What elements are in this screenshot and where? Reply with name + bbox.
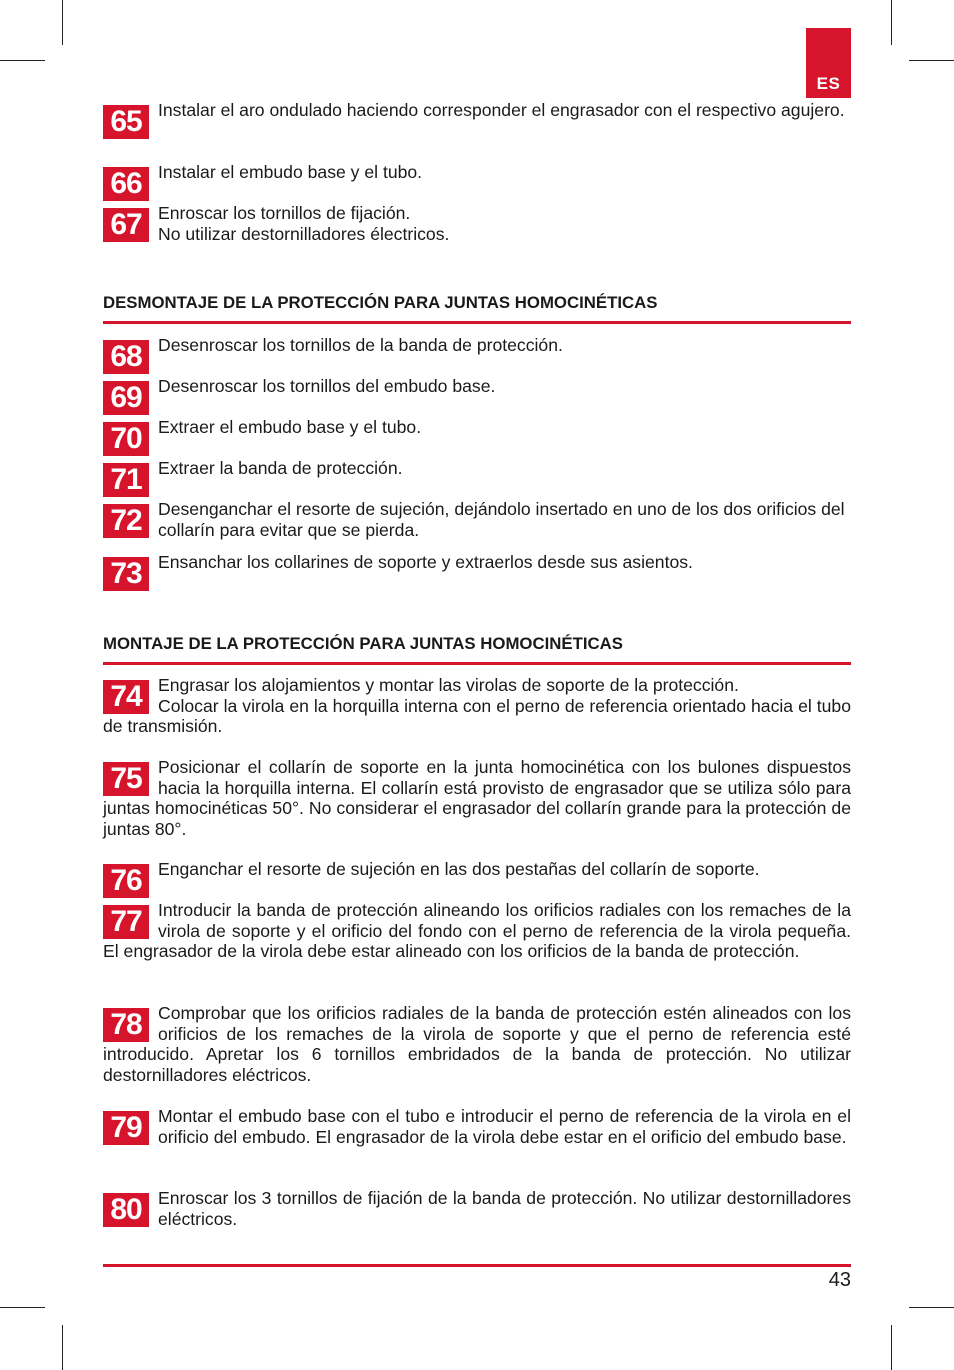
step-71 [103,458,851,497]
step-75 [103,757,851,839]
step-65 [103,100,851,139]
step-72 [103,499,851,540]
step-number: 74 [103,680,149,714]
step-number: 73 [103,557,149,591]
step-67 [103,203,851,244]
step-number: 72 [103,504,149,538]
step-text: Extraer el embudo base y el tubo. [158,417,422,437]
step-number: 77 [103,905,149,939]
step-number: 79 [103,1111,149,1145]
footer-divider [103,1264,851,1267]
step-number: 80 [103,1193,149,1227]
step-text: Instalar el aro ondulado haciendo corresponder el engrasador con el respectivo agujero. [158,100,845,120]
step-number: 75 [103,762,149,796]
step-70 [103,417,851,456]
step-text: Desenganchar el resorte de sujeción, dejándolo insertado en uno de los dos orificios del collarín para evitar que se pierda. [158,499,845,540]
crop-mark [0,1307,45,1308]
step-text: Introducir la banda de protección alineando los orificios radiales con los remaches de la virola de soporte y el orificio del fondo con el perno de referencia de la virola pequeña. El engrasador de la virola debe estar alineado con los orificios de la banda de protección. [103,900,851,961]
step-66 [103,162,851,201]
step-number: 67 [103,208,149,242]
step-text: Enroscar los 3 tornillos de fijación de la banda de protección. No utilizar destornilladores eléctricos. [158,1188,851,1229]
step-text: Enroscar los tornillos de fijación. No utilizar destornilladores électricos. [158,203,450,244]
step-77 [103,900,851,962]
crop-mark [0,60,45,61]
step-74 [103,675,851,737]
step-80 [103,1188,851,1229]
step-73 [103,552,851,591]
step-69 [103,376,851,415]
step-76 [103,859,851,898]
step-number: 76 [103,864,149,898]
step-text: Extraer la banda de protección. [158,458,403,478]
step-text: Engrasar los alojamientos y montar las virolas de soporte de la protección. Colocar la virola en la horquilla interna con el perno de referencia orientado hacia el tubo de transmisión. [103,675,851,736]
step-text: Desenroscar los tornillos de la banda de protección. [158,335,563,355]
step-text: Desenroscar los tornillos del embudo base. [158,376,496,396]
step-78 [103,1003,851,1085]
step-number: 70 [103,422,149,456]
step-number: 66 [103,167,149,201]
section-heading-disassembly: DESMONTAJE DE LA PROTECCIÓN PARA JUNTAS HOMOCINÉTICAS [103,293,851,324]
step-number: 69 [103,381,149,415]
step-text: Ensanchar los collarines de soporte y extraerlos desde sus asientos. [158,552,693,572]
step-text: Comprobar que los orificios radiales de la banda de protección estén alineados con los orificios de los remaches de la virola de soporte y que el perno de referencia esté introducido. Apretar los 6 tornillos embridados de la banda de protección. No utilizar destornilladores eléctricos. [103,1003,851,1085]
language-tab: ES [806,28,851,98]
crop-mark [891,1325,892,1370]
section-heading-assembly: MONTAJE DE LA PROTECCIÓN PARA JUNTAS HOMOCINÉTICAS [103,634,851,665]
crop-mark [909,60,954,61]
step-number: 71 [103,463,149,497]
page-number: 43 [828,1269,851,1291]
step-68 [103,335,851,374]
crop-mark [909,1307,954,1308]
step-number: 68 [103,340,149,374]
step-number: 78 [103,1008,149,1042]
step-text: Posicionar el collarín de soporte en la junta homocinética con los bulones dispuestos hacia la horquilla interna. El collarín está provisto de engrasador que se utiliza sólo para juntas homocinéticas 50°. No considerar el engrasador del collarín grande para la protección de juntas 80°. [103,757,851,839]
step-number: 65 [103,105,149,139]
step-text: Instalar el embudo base y el tubo. [158,162,423,182]
crop-mark [62,1325,63,1370]
step-text: Enganchar el resorte de sujeción en las dos pestañas del collarín de soporte. [158,859,760,879]
crop-mark [62,0,63,45]
step-text: Montar el embudo base con el tubo e introducir el perno de referencia de la virola en el orificio del embudo. El engrasador de la virola debe estar en el orificio del embudo base. [158,1106,851,1147]
step-79 [103,1106,851,1147]
crop-mark [891,0,892,45]
